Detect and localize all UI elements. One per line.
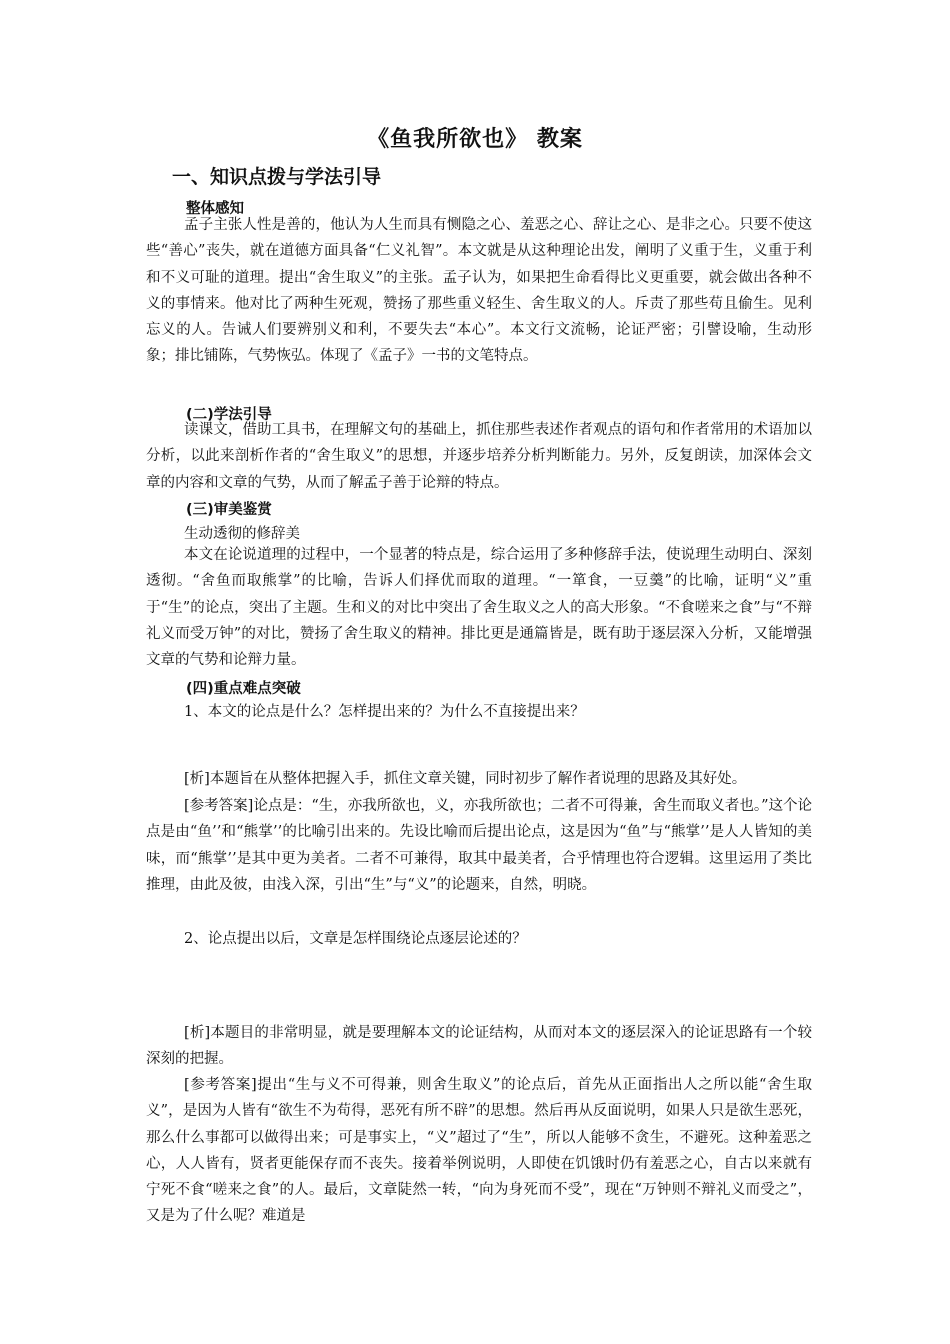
section-heading-1: 一、知识点拨与学法引导 [172, 166, 382, 188]
question-2-answer: [参考答案]提出“生与义不可得兼，则舍生取义”的论点后，首先从正面指出人之所以能“舍生取义”，是因为人皆有“欲生不为苟得，恶死有所不辟”的思想。然后再从反面说明，如果人只是欲生恶死，那么什么事都可以做得出来；可是事实上，“义”超过了“生”，所以人能够不贪生，不避死。这种羞恶之心，人人皆有，贤者更能保存而不丧失。接着举例说明，人即使在饥饿时仍有羞恶之心，自古以来就有宁死不食“嗟来之食”的人。最后，文章陡然一转，“向为身死而不受”，现在“万钟则不辩礼义而受之”，又是为了什么呢？难道是 [146, 1077, 812, 1225]
overview-paragraph: 孟子主张人性是善的，他认为人生而具有恻隐之心、羞恶之心、辞让之心、是非之心。只要不使这些“善心”丧失，就在道德方面具备“仁义礼智”。本文就是从这种理论出发，阐明了义重于生，义重于利和不义可耻的道理。提出“舍生取义”的主张。孟子认为，如果把生命看得比义更重要，就会做出各种不义的事情来。他对比了两种生死观，赞扬了那些重义轻生、舍生取义的人。斥责了那些苟且偷生。见利忘义的人。告诫人们要辨别义和利，不要失去“本心”。本文行文流畅，论证严密；引譬设喻，生动形象；排比铺陈，气势恢弘。体现了《孟子》一书的文笔特点。 [146, 217, 812, 365]
question-1-analysis: [析]本题旨在从整体把握入手，抓住文章关键，同时初步了解作者说理的思路及其好处。 [184, 771, 747, 787]
key-points-heading: (四)重点难点突破 [186, 681, 301, 697]
question-1: 1、本文的论点是什么？怎样提出来的？为什么不直接提出来？ [184, 704, 585, 720]
aesthetic-subheading: 生动透彻的修辞美 [184, 526, 300, 542]
study-heading: (二)学法引导 [186, 407, 272, 423]
document-title: 《鱼我所欲也》 教案 [367, 127, 583, 152]
question-2: 2、论点提出以后，文章是怎样围绕论点逐层论述的？ [184, 931, 527, 947]
aesthetic-paragraph: 本文在论说道理的过程中，一个显著的特点是，综合运用了多种修辞手法，使说理生动明白、深刻透彻。“舍鱼而取熊掌”的比喻，告诉人们择优而取的道理。“一箪食，一豆羹”的比喻，证明“义”重于“生”的论点，突出了主题。生和义的对比中突出了舍生取义之人的高大形象。“不食嗟来之食”与“不辩礼义而受万钟”的对比，赞扬了舍生取义的精神。排比更是通篇皆是，既有助于逐层深入分析，又能增强文章的气势和论辩力量。 [146, 547, 812, 669]
study-paragraph: 读课文，借助工具书，在理解文句的基础上，抓住那些表述作者观点的语句和作者常用的术语加以分析，以此来剖析作者的“舍生取义”的思想，并逐步培养分析判断能力。另外，反复朗读，加深体会文章的内容和文章的气势，从而了解孟子善于论辩的特点。 [146, 422, 812, 491]
aesthetic-heading: (三)审美鉴赏 [186, 502, 272, 518]
question-1-answer: [参考答案]论点是：“生，亦我所欲也，义，亦我所欲也；二者不可得兼，舍生而取义者也。”这个论点是由“鱼’’和“熊掌’’的比喻引出来的。先设比喻而后提出论点，这是因为“鱼”与“熊掌’’是人人皆知的美味，而“熊掌’’是其中更为美者。二者不可兼得，取其中最美者，合乎情理也符合逻辑。这里运用了类比推理，由此及彼，由浅入深，引出“生”与“义”的论题来，自然，明晓。 [146, 798, 812, 893]
overview-heading: 整体感知 [186, 201, 244, 217]
question-2-analysis: [析]本题目的非常明显，就是要理解本文的论证结构，从而对本文的逐层深入的论证思路有一个较深刻的把握。 [146, 1025, 812, 1068]
